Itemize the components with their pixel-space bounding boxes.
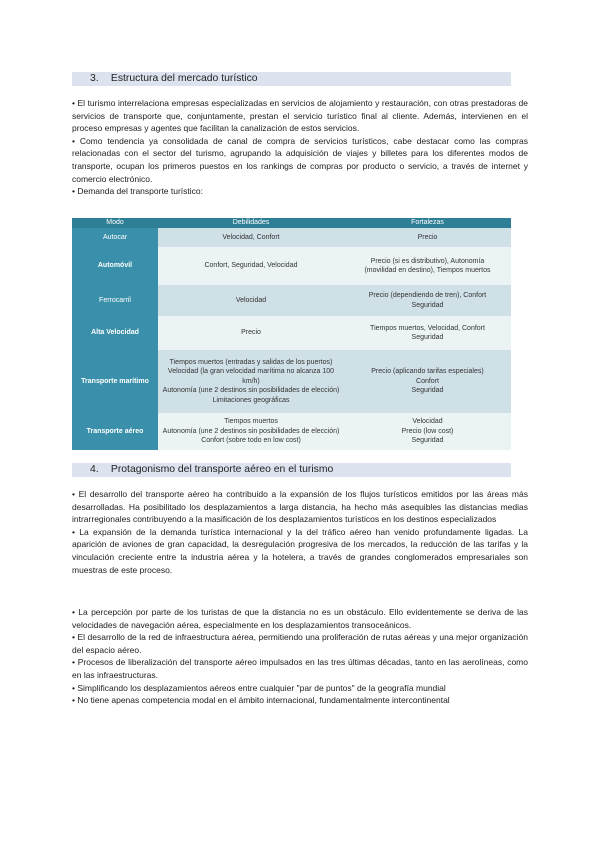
section-4-title: Protagonismo del transporte aéreo en el turismo: [110, 464, 334, 475]
strength-line: Precio (low cost): [401, 427, 454, 435]
strength-line: Seguridad: [411, 387, 444, 395]
transport-demand-table: [72, 218, 511, 450]
strength-line: Confort: [416, 377, 439, 385]
strength-line: Seguridad: [411, 334, 444, 341]
mode-cell: Ferrocarril: [72, 285, 158, 316]
header-mode: Modo: [72, 218, 158, 228]
strength-line: Precio (dependiendo de tren), Confort: [368, 292, 487, 300]
strength-cell: [344, 413, 511, 450]
table-row: [72, 350, 511, 413]
section-4-bullet-5: • Procesos de liberalización del transporte aéreo impulsados en las tres últimas décadas, tanto en las aerolíneas, como en las infraestructuras.: [72, 657, 528, 680]
mode-cell: Alta Velocidad: [72, 316, 158, 350]
strength-cell: [344, 247, 511, 285]
section-4-heading: [72, 463, 511, 477]
section-4-bullet-7: • No tiene apenas competencia modal en el ámbito internacional, fundamentalmente intercontinental: [72, 695, 450, 706]
weakness-line: Velocidad: [235, 296, 267, 304]
section-3-bullet-1: • El turismo interrelaciona empresas especializadas en servicios de alojamiento y restauración, con otras prestadoras de servicios de transporte que, conjuntamente, prestan el servicio turístico final al cliente. Además, intervienen en el proceso empresas y agentes que facilitan la canalización de estos servicios.: [72, 98, 528, 134]
section-4-number: 4.: [90, 464, 99, 475]
section-4-body-2: [72, 606, 528, 707]
weakness-line: Limitaciones geográficas: [212, 396, 290, 404]
section-3-body: [72, 97, 528, 198]
strength-line: Tiempos muertos, Velocidad, Confort: [370, 324, 485, 332]
section-3-bullet-3: • Demanda del transporte turístico:: [72, 186, 204, 197]
table-row: [72, 285, 511, 316]
header-weaknesses: Debilidades: [158, 218, 344, 228]
weakness-line: Autonomía (une 2 destinos sin posibilidades de elección): [162, 387, 340, 395]
mode-cell: Transporte marítimo: [72, 350, 158, 413]
section-3-bullet-2: • Como tendencia ya consolidada de canal de compra de servicios turísticos, cabe destacar como las compras relacionadas con el sector del turismo, agrupando la adquisición de viajes y billetes para los diferentes modos de transporte, ocupan los primeros puestos en los rankings de compras por producto o servicio, a través de internet y comercio electrónico.: [72, 135, 528, 184]
weakness-line: Tiempos muertos: [224, 418, 278, 426]
header-strengths: Fortalezas: [344, 218, 511, 228]
weakness-cell: [158, 316, 344, 350]
section-4-bullet-2: • La expansión de la demanda turística internacional y la del tráfico aéreo han venido profundamente ligadas. La aparición de aviones de gran capacidad, la desregulación progresiva de los mercados, la reducción de las tarifas y la vinculación creciente entre la industria aérea y la hotelera, a través de grandes conglomerados empresariales son muestras de este proceso.: [72, 526, 528, 575]
strength-line: Seguridad: [411, 437, 444, 445]
strength-line: Precio: [417, 233, 438, 241]
strength-line: Precio (aplicando tarifas especiales): [371, 368, 484, 376]
strength-line: Seguridad: [411, 301, 444, 309]
strength-line: (movilidad en destino), Tiempos muertos: [364, 267, 491, 274]
weakness-line: Velocidad (la gran velocidad marítima no alcanza 100 km/h): [167, 368, 335, 385]
mode-cell: Automóvil: [72, 247, 158, 285]
table-header-row: [72, 218, 511, 228]
section-4-bullet-3: • La percepción por parte de los turistas de que la distancia no es un obstáculo. Ello evidentemente se deriva de las velocidades de navegación aérea, especialmente en los desplazamientos transoceánicos.: [72, 607, 528, 630]
mode-cell: Autocar: [72, 228, 158, 247]
table-row: [72, 413, 511, 450]
strength-cell: [344, 285, 511, 316]
table-row: [72, 247, 511, 285]
section-3-title: Estructura del mercado turístico: [110, 73, 258, 84]
section-3-number: 3.: [90, 73, 99, 84]
section-4-bullet-6: • Simplificando los desplazamientos aéreos entre cualquier "par de puntos" de la geografía mundial: [72, 682, 446, 693]
section-4-bullet-1: • El desarrollo del transporte aéreo ha contribuido a la expansión de los flujos turísticos emitidos por las áreas más desarrolladas. Ha posibilitado los desplazamientos a larga distancia, ha hecho más asequibles las distancias medias intrarregionales contribuyendo a la masificación de los desplazamientos turísticos en los destinos especializados: [72, 489, 528, 525]
table-row: [72, 228, 511, 247]
strength-line: Precio (si es distributivo), Autonomía: [370, 257, 485, 265]
section-4-body-1: [72, 488, 528, 576]
weakness-cell: [158, 285, 344, 316]
strength-cell: [344, 228, 511, 247]
weakness-line: Confort (sobre todo en low cost): [201, 437, 301, 445]
weakness-cell: [158, 228, 344, 247]
strength-cell: [344, 350, 511, 413]
weakness-cell: [158, 247, 344, 285]
mode-cell: Transporte aéreo: [72, 413, 158, 450]
weakness-line: Precio: [241, 329, 261, 337]
weakness-line: Tiempos muertos (entradas y salidas de los puertos): [169, 358, 333, 366]
weakness-line: Autonomía (une 2 destinos sin posibilidades de elección): [162, 427, 340, 435]
strength-line: Velocidad: [412, 418, 443, 426]
weakness-line: Velocidad, Confort: [222, 233, 280, 241]
section-4-bullet-4: • El desarrollo de la red de infraestructura aérea, permitiendo una proliferación de rutas aéreas y una mejor organización del espacio aéreo.: [72, 632, 528, 655]
weakness-cell: [158, 413, 344, 450]
weakness-line: Confort, Seguridad, Velocidad: [204, 262, 298, 270]
weakness-cell: [158, 350, 344, 413]
strength-cell: [344, 316, 511, 350]
section-3-heading: [72, 72, 511, 86]
table-row: [72, 316, 511, 350]
